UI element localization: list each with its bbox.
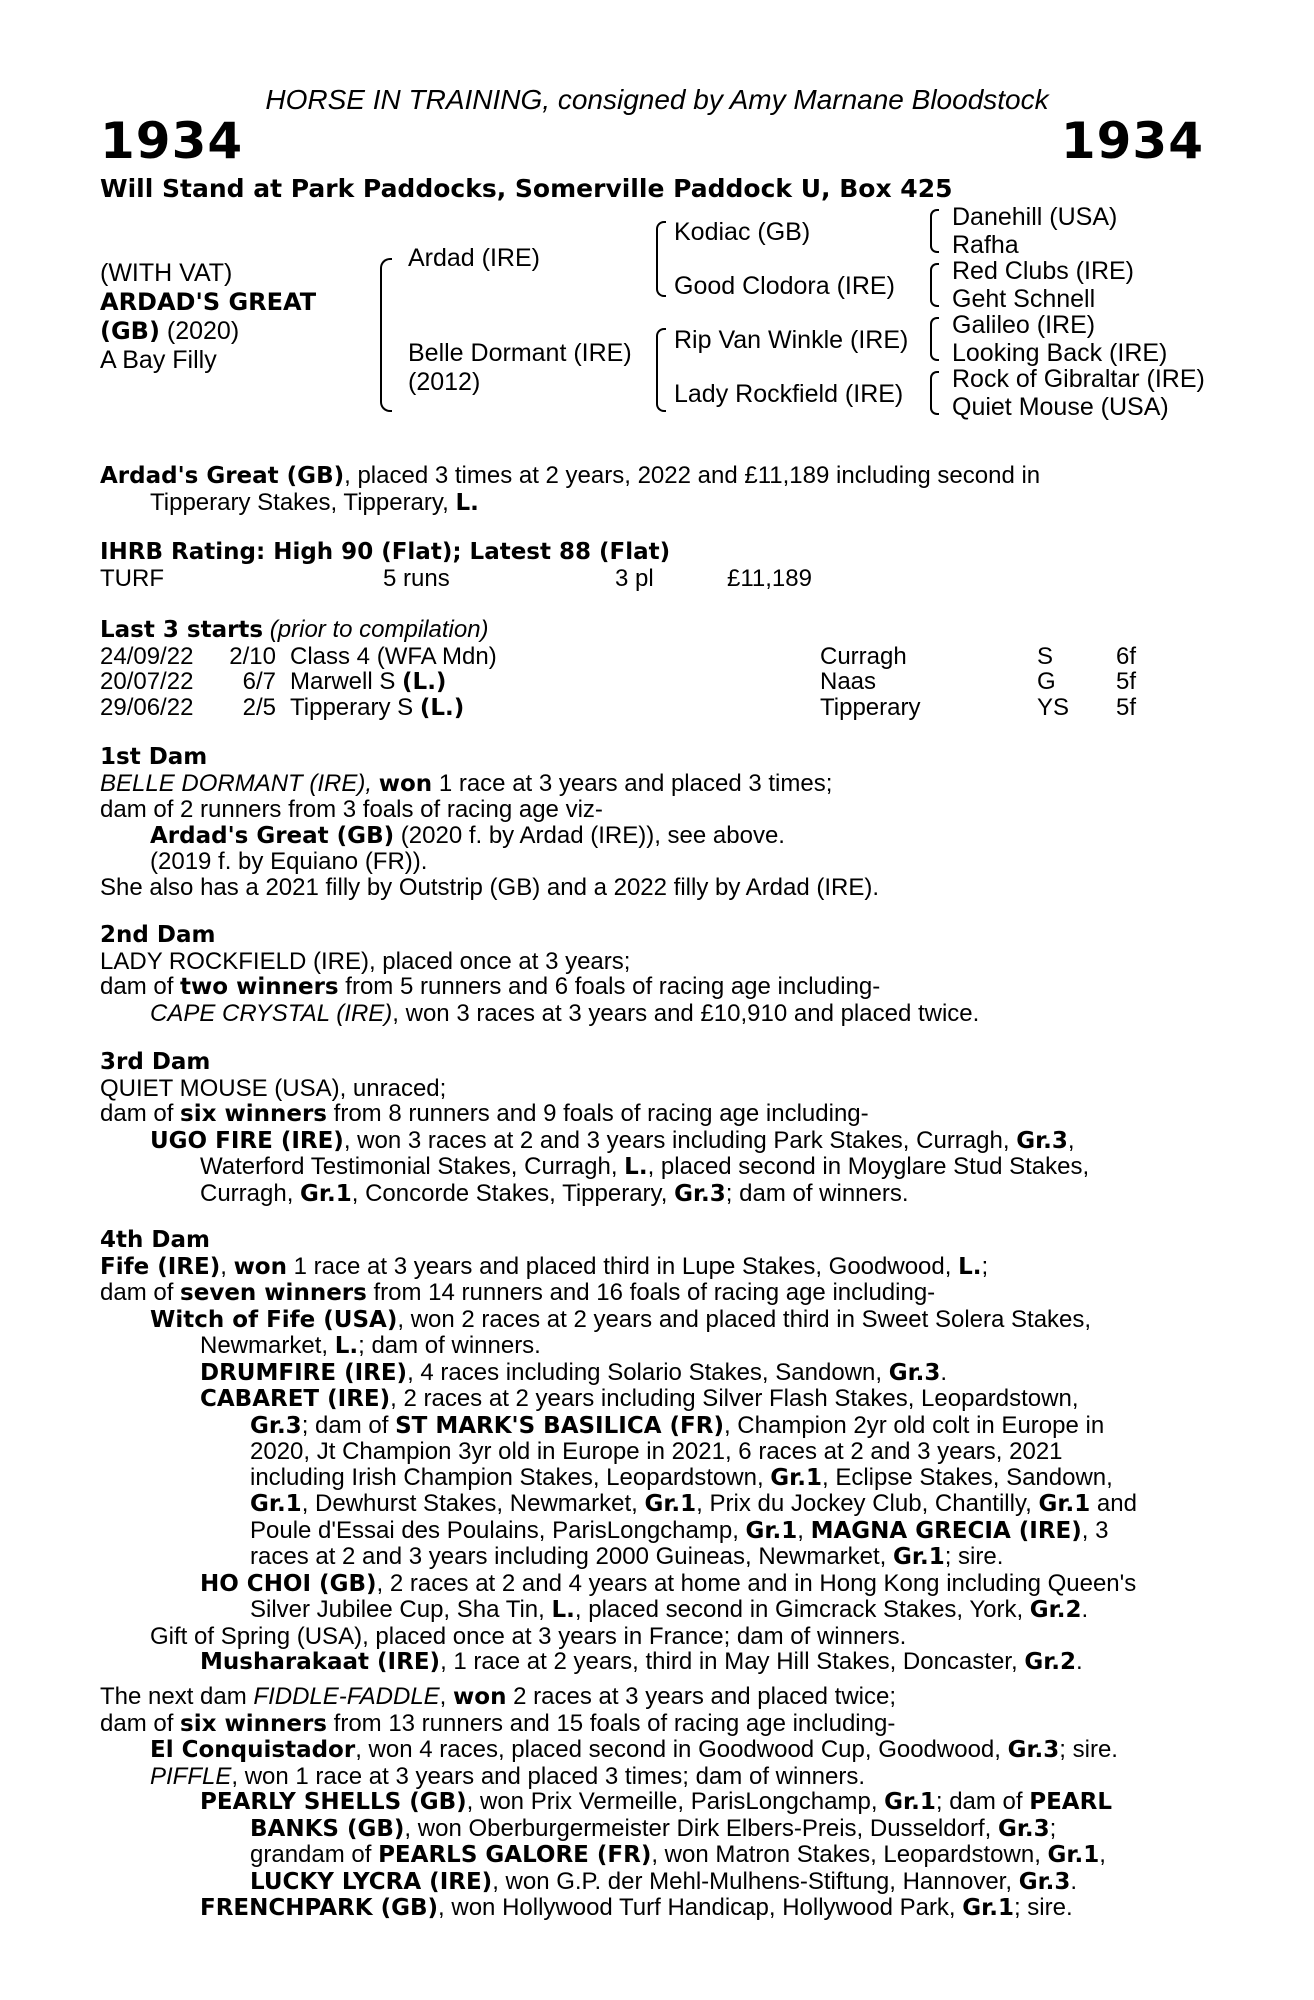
next-dam-block bbox=[100, 1684, 1204, 1922]
third-dam-dam-of: dam of bbox=[100, 1100, 181, 1127]
pedigree-brace-dam bbox=[656, 328, 666, 412]
last-start-dist: 6f bbox=[1116, 642, 1137, 670]
stand-location: Will Stand at Park Paddocks, Somerville Paddock U, Box 425 bbox=[100, 174, 953, 203]
pedigree-brace-g2 bbox=[930, 263, 939, 307]
second-dam-name: LADY ROCKFIELD (IRE), placed once at 3 years; bbox=[100, 947, 631, 975]
witch-of-fife-line-1: Witch of Fife (USA), won 2 races at 2 years and placed third in Sweet Solera Stakes, bbox=[150, 1305, 1092, 1333]
second-dam-title: 2nd Dam bbox=[100, 922, 216, 948]
second-dam-produce: from 5 runners and 6 foals of racing age including- bbox=[338, 973, 881, 1000]
ho-choi-line-2: Silver Jubilee Cup, Sha Tin, L., placed second in Gimcrack Stakes, York, Gr.2. bbox=[250, 1596, 1089, 1623]
lot-number-left: 1934 bbox=[100, 112, 244, 170]
fourth-dam-produce: dam of seven winners from 14 runners and 16 foals of racing age including- bbox=[100, 1279, 936, 1306]
third-dam-produce: from 8 runners and 9 foals of racing age including- bbox=[326, 1100, 869, 1127]
pedigree-dam-sire: Rip Van Winkle (IRE) bbox=[674, 326, 909, 354]
fourth-dam-block bbox=[100, 1228, 1204, 1676]
second-dam-winners: two winners bbox=[180, 974, 339, 1000]
first-dam-name: BELLE DORMANT (IRE), bbox=[100, 769, 379, 797]
cabaret-line-7: races at 2 and 3 years including 2000 Guineas, Newmarket, Gr.1; sire. bbox=[250, 1543, 1004, 1570]
pedigree-brace-g4 bbox=[930, 371, 939, 415]
last-start-date: 24/09/22 bbox=[100, 642, 194, 670]
pedigree-sire: Ardad (IRE) bbox=[408, 244, 540, 272]
pearly-shells-line-3: grandam of PEARLS GALORE (FR), won Matron Stakes, Leopardstown, Gr.1, bbox=[250, 1841, 1106, 1868]
next-dam-produce: dam of six winners from 13 runners and 15 foals of racing age including- bbox=[100, 1709, 896, 1737]
first-dam-block bbox=[100, 745, 1204, 900]
pedigree-ddd: Quiet Mouse (USA) bbox=[952, 393, 1169, 421]
rating-title: IHRB Rating: High 90 (Flat); Latest 88 (Flat) bbox=[100, 539, 671, 565]
pedigree-dss: Galileo (IRE) bbox=[952, 311, 1096, 339]
cabaret-line-4: including Irish Champion Stakes, Leopardstown, Gr.1, Eclipse Stakes, Sandown, bbox=[250, 1463, 1113, 1491]
lot-number-right: 1934 bbox=[1060, 112, 1204, 170]
pedigree-brace-main bbox=[380, 258, 392, 412]
pedigree-ssd: Rafha bbox=[952, 231, 1019, 259]
musharakaat-line: Musharakaat (IRE), 1 race at 2 years, third in May Hill Stakes, Doncaster, Gr.2. bbox=[200, 1648, 1083, 1675]
ugo-fire-line-3: Curragh, Gr.1, Concorde Stakes, Tipperary, Gr.3; dam of winners. bbox=[200, 1179, 909, 1207]
vat-note: (WITH VAT) bbox=[100, 259, 233, 287]
last-start-race: Tipperary S (L.) bbox=[290, 693, 465, 721]
last-start-date: 29/06/22 bbox=[100, 693, 194, 721]
pedigree-sdd: Geht Schnell bbox=[952, 285, 1096, 313]
second-dam-progeny-desc: , won 3 races at 3 years and £10,910 and placed twice. bbox=[392, 999, 980, 1027]
pedigree-brace-g3 bbox=[930, 317, 939, 361]
pedigree-sss: Danehill (USA) bbox=[952, 203, 1118, 231]
last-starts-rows bbox=[100, 644, 1204, 721]
summary-text-2: Tipperary Stakes, Tipperary, bbox=[150, 488, 456, 516]
first-dam-foal-2019: (2019 f. by Equiano (FR)). bbox=[150, 848, 428, 875]
race-summary bbox=[100, 463, 1204, 516]
horse-identity bbox=[100, 259, 316, 375]
summary-listed: L. bbox=[455, 489, 479, 516]
last-start-going: S bbox=[1037, 642, 1054, 670]
rating-earnings: £11,189 bbox=[727, 564, 812, 592]
rating-placed: 3 pl bbox=[615, 564, 654, 592]
last-start-row bbox=[100, 644, 1204, 670]
cabaret-line-5: Gr.1, Dewhurst Stakes, Newmarket, Gr.1, Prix du Jockey Club, Chantilly, Gr.1 and bbox=[250, 1490, 1137, 1517]
rating-runs: 5 runs bbox=[383, 564, 450, 592]
last-start-row bbox=[100, 695, 1204, 721]
consignment-heading: HORSE IN TRAINING, consigned by Amy Marnane Bloodstock bbox=[265, 84, 1049, 115]
last-start-race: Marwell S (L.) bbox=[290, 668, 447, 695]
horse-country: (GB) bbox=[100, 317, 160, 345]
pedigree-brace-sire bbox=[656, 221, 666, 297]
last-start-date: 20/07/22 bbox=[100, 668, 194, 695]
last-start-dist: 5f bbox=[1116, 693, 1137, 721]
first-dam-produce: dam of 2 runners from 3 foals of racing age viz- bbox=[100, 796, 603, 823]
rating-record bbox=[100, 566, 1204, 592]
pedigree-dam: Belle Dormant (IRE) bbox=[408, 339, 632, 367]
frenchpark-line: FRENCHPARK (GB), won Hollywood Turf Handicap, Hollywood Park, Gr.1; sire. bbox=[200, 1894, 1073, 1921]
pearly-shells-line-2: BANKS (GB), won Oberburgermeister Dirk Elbers-Preis, Dusseldorf, Gr.3; bbox=[250, 1814, 1057, 1842]
last-start-going: YS bbox=[1037, 693, 1070, 721]
pedigree-dds: Rock of Gibraltar (IRE) bbox=[952, 365, 1205, 393]
fourth-dam-title: 4th Dam bbox=[100, 1227, 210, 1253]
last-starts-block bbox=[100, 617, 1204, 720]
horse-name: ARDAD'S GREAT bbox=[100, 288, 317, 316]
drumfire-line: DRUMFIRE (IRE), 4 races including Solario Stakes, Sandown, Gr.3. bbox=[200, 1358, 948, 1386]
first-dam-foal-desc: (2020 f. by Ardad (IRE)), see above. bbox=[394, 821, 785, 849]
last-starts-subtitle: (prior to compilation) bbox=[263, 616, 489, 643]
piffle-line: PIFFLE, won 1 race at 3 years and placed 3 times; dam of winners. bbox=[150, 1762, 866, 1790]
pedigree-sds: Red Clubs (IRE) bbox=[952, 257, 1134, 285]
second-dam-block bbox=[100, 923, 1204, 1026]
last-start-pos: 6/7 bbox=[242, 668, 276, 695]
ho-choi-line-1: HO CHOI (GB), 2 races at 2 and 4 years at home and in Hong Kong including Queen's bbox=[200, 1569, 1137, 1597]
last-start-course: Tipperary bbox=[820, 693, 921, 721]
rating-block bbox=[100, 540, 1204, 591]
el-conquistador-line: El Conquistador, won 4 races, placed second in Goodwood Cup, Goodwood, Gr.3; sire. bbox=[150, 1736, 1118, 1763]
pedigree-brace-g1 bbox=[930, 209, 939, 253]
pearly-shells-line-4: LUCKY LYCRA (IRE), won G.P. der Mehl-Mulhens-Stiftung, Hannover, Gr.3. bbox=[250, 1867, 1078, 1895]
last-start-course: Naas bbox=[820, 668, 877, 695]
rating-surface: TURF bbox=[100, 564, 164, 592]
pedigree-dsd: Looking Back (IRE) bbox=[952, 339, 1168, 367]
pearly-shells-line-1: PEARLY SHELLS (GB), won Prix Vermeille, ParisLongchamp, Gr.1; dam of PEARL bbox=[200, 1788, 1112, 1815]
first-dam-note: She also has a 2021 filly by Outstrip (GB) and a 2022 filly by Ardad (IRE). bbox=[100, 873, 880, 901]
pedigree-dam-year: (2012) bbox=[408, 368, 481, 396]
first-dam-foal-name: Ardad's Great (GB) bbox=[150, 822, 395, 849]
second-dam-dam-of: dam of bbox=[100, 973, 181, 1000]
summary-text: , placed 3 times at 2 years, 2022 and £11,189 including second in bbox=[344, 462, 1041, 489]
horse-description: A Bay Filly bbox=[100, 346, 217, 374]
fourth-dam-name: Fife (IRE), won 1 race at 3 years and placed third in Lupe Stakes, Goodwood, L.; bbox=[100, 1252, 989, 1280]
horse-origin-year bbox=[100, 317, 316, 346]
summary-horse-name: Ardad's Great (GB) bbox=[100, 463, 345, 489]
pedigree-sire-dam: Good Clodora (IRE) bbox=[674, 272, 895, 300]
last-start-dist: 5f bbox=[1116, 668, 1137, 695]
last-start-pos: 2/10 bbox=[229, 642, 276, 670]
first-dam-won: won bbox=[378, 770, 433, 797]
next-dam-name: The next dam FIDDLE-FADDLE, won 2 races at 3 years and placed twice; bbox=[100, 1683, 896, 1710]
cabaret-line-2: Gr.3; dam of ST MARK'S BASILICA (FR), Champion 2yr old colt in Europe in bbox=[250, 1411, 1105, 1439]
third-dam-title: 3rd Dam bbox=[100, 1049, 211, 1075]
last-start-race: Class 4 (WFA Mdn) bbox=[290, 642, 497, 670]
cabaret-line-6: Poule d'Essai des Poulains, ParisLongchamp, Gr.1, MAGNA GRECIA (IRE), 3 bbox=[250, 1516, 1109, 1544]
first-dam-title: 1st Dam bbox=[100, 744, 208, 770]
gift-of-spring-line: Gift of Spring (USA), placed once at 3 years in France; dam of winners. bbox=[150, 1622, 907, 1650]
last-start-course: Curragh bbox=[820, 642, 907, 670]
cabaret-line-1: CABARET (IRE), 2 races at 2 years including Silver Flash Stakes, Leopardstown, bbox=[200, 1385, 1079, 1412]
first-dam-record: 1 race at 3 years and placed 3 times; bbox=[432, 769, 833, 797]
cabaret-line-3: 2020, Jt Champion 3yr old in Europe in 2021, 6 races at 2 and 3 years, 2021 bbox=[250, 1438, 1063, 1465]
third-dam-block bbox=[100, 1050, 1204, 1207]
last-start-going: G bbox=[1037, 668, 1056, 695]
third-dam-name: QUIET MOUSE (USA), unraced; bbox=[100, 1074, 447, 1102]
pedigree-dam-dam: Lady Rockfield (IRE) bbox=[674, 380, 904, 408]
pedigree-sire-sire: Kodiac (GB) bbox=[674, 218, 811, 246]
last-start-row bbox=[100, 669, 1204, 695]
last-starts-title: Last 3 starts bbox=[100, 617, 264, 643]
last-start-pos: 2/5 bbox=[242, 693, 276, 721]
ugo-fire-line-2: Waterford Testimonial Stakes, Curragh, L., placed second in Moyglare Stud Stakes, bbox=[200, 1153, 1090, 1180]
horse-year: (2020) bbox=[159, 317, 240, 345]
second-dam-progeny-name: CAPE CRYSTAL (IRE) bbox=[150, 999, 393, 1027]
third-dam-winners: six winners bbox=[180, 1101, 327, 1127]
witch-of-fife-line-2: Newmarket, L.; dam of winners. bbox=[200, 1332, 541, 1359]
ugo-fire-line-1: UGO FIRE (IRE), won 3 races at 2 and 3 years including Park Stakes, Curragh, Gr.3, bbox=[150, 1126, 1075, 1154]
